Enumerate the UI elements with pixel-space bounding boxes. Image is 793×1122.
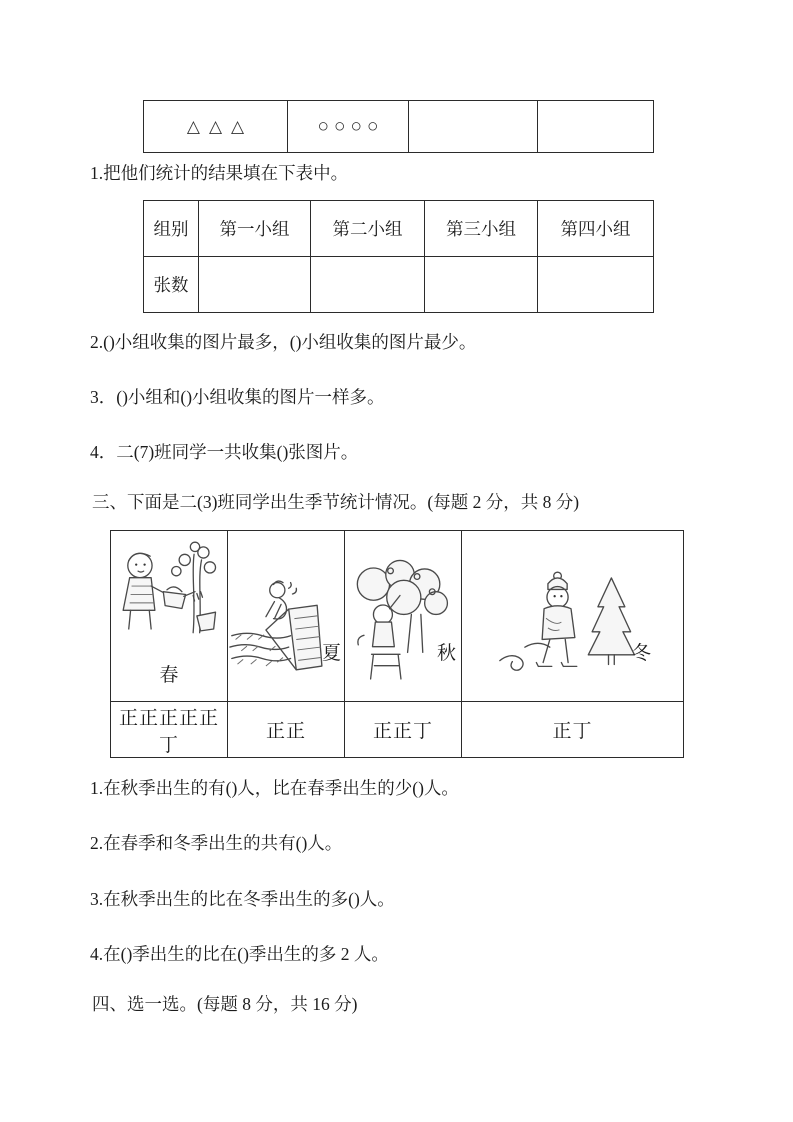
groups-table-value-row: [144, 257, 654, 313]
groups-header-1: 第一小组: [199, 201, 311, 257]
groups-value-cell: [538, 257, 654, 313]
groups-table: [143, 200, 654, 313]
part2-question-3: 3．()小组和()小组收集的图片一样多。: [90, 387, 385, 407]
section3-question-2: 2.在春季和冬季出生的共有()人。: [90, 833, 343, 853]
season-cell-summer: [228, 531, 345, 702]
section3-question-4: 4.在()季出生的比在()季出生的多 2 人。: [90, 944, 389, 964]
season-cell-autumn: [345, 531, 462, 702]
seasons-picture-row: [111, 531, 684, 702]
groups-value-cell: [311, 257, 425, 313]
section3-question-3: 3.在秋季出生的比在冬季出生的多()人。: [90, 889, 395, 909]
tally-cell-summer: 正正: [228, 702, 345, 758]
child-picking-fruit-icon: [345, 559, 461, 687]
part2-question-4: 4．二(7)班同学一共收集()张图片。: [90, 442, 359, 462]
groups-row-label: 张数: [144, 257, 199, 313]
shapes-cell-triangles: △△△: [144, 101, 288, 153]
groups-table-header-row: [144, 201, 654, 257]
child-skating-in-snow-icon: [496, 568, 683, 684]
season-cell-spring: [111, 531, 228, 702]
tally-cell-spring: 正正正正正丁: [111, 702, 228, 758]
groups-value-cell: [425, 257, 538, 313]
child-diving-into-water-icon: [228, 575, 344, 685]
shapes-table: [143, 100, 654, 153]
groups-header-group: 组别: [144, 201, 199, 257]
seasons-tally-row: [111, 702, 684, 758]
part2-question-1: 1.把他们统计的结果填在下表中。: [90, 163, 349, 183]
groups-header-3: 第三小组: [425, 201, 538, 257]
part2-question-2: 2.()小组收集的图片最多，()小组收集的图片最少。: [90, 332, 477, 352]
groups-value-cell: [199, 257, 311, 313]
season-label-spring: 春: [159, 665, 179, 686]
season-label-summer: 夏: [321, 643, 341, 664]
season-cell-winter: [462, 531, 684, 702]
season-label-winter: 冬: [631, 643, 651, 664]
child-watering-tree-icon: [111, 541, 227, 661]
shapes-cell-circles: ○○○○: [288, 101, 409, 153]
season-label-autumn: 秋: [436, 643, 456, 664]
section4-heading: 四、选一选。(每题 8 分，共 16 分): [92, 994, 358, 1014]
groups-header-2: 第二小组: [311, 201, 425, 257]
shapes-table-row: [144, 101, 654, 153]
groups-header-4: 第四小组: [538, 201, 654, 257]
tally-cell-autumn: 正正丁: [345, 702, 462, 758]
section3-question-1: 1.在秋季出生的有()人，比在春季出生的少()人。: [90, 778, 459, 798]
tally-cell-winter: 正丁: [462, 702, 684, 758]
seasons-table: [110, 530, 684, 758]
shapes-cell-empty: [409, 101, 538, 153]
shapes-cell-empty: [538, 101, 654, 153]
section3-heading: 三、下面是二(3)班同学出生季节统计情况。(每题 2 分，共 8 分): [92, 492, 580, 512]
